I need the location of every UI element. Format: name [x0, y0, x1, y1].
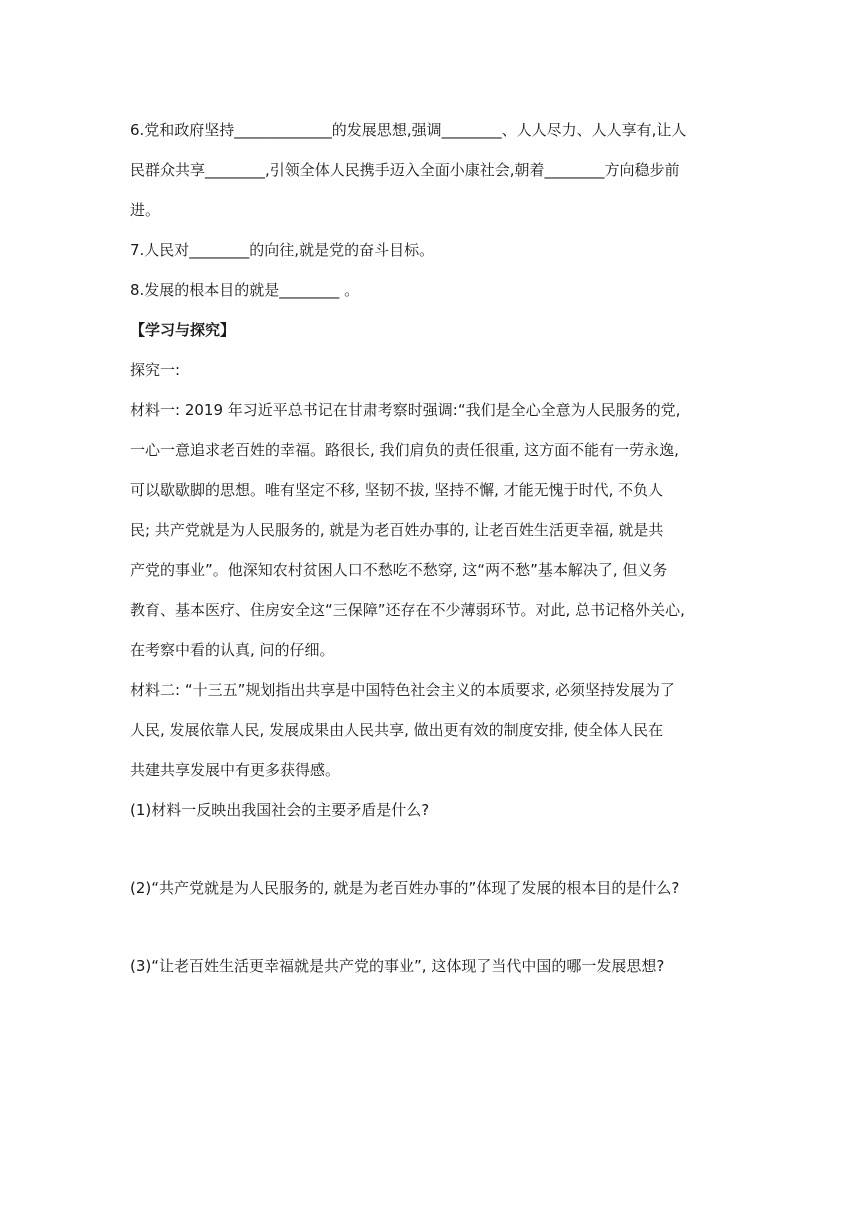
- text-line: 进。: [130, 201, 161, 219]
- question-2: (2)“共产党就是为人民服务的, 就是为老百姓办事的”体现了发展的根本目的是什么?: [130, 879, 680, 897]
- document-page: [130, 110, 732, 986]
- fill-blank-question-6: [130, 110, 732, 230]
- text-line: 民群众共享________,引领全体人民携手迈入全面小康社会,朝着________方向稳步前: [130, 161, 680, 179]
- fill-blank-question-7: [130, 230, 732, 270]
- material-two: [130, 670, 732, 790]
- text-line: 6.党和政府坚持_____________的发展思想,强调________、人人尽力、人人享有,让人: [130, 121, 687, 139]
- answer-space: [130, 830, 732, 868]
- text-line: 在考察中看的认真, 问的仔细。: [130, 641, 335, 659]
- text-line: 民; 共产党就是为人民服务的, 就是为老百姓办事的, 让老百姓生活更幸福, 就是共: [130, 521, 664, 539]
- text-line: 8.发展的根本目的就是________ 。: [130, 281, 360, 299]
- text-line: 产党的事业”。他深知农村贫困人口不愁吃不愁穿, 这“两不愁”基本解决了, 但义务: [130, 561, 668, 579]
- section-heading: 【学习与探究】: [130, 321, 236, 339]
- text-line: 人民, 发展依靠人民, 发展成果由人民共享, 做出更有效的制度安排, 使全体人民在: [130, 721, 664, 739]
- text-line: 教育、基本医疗、住房安全这“三保障”还存在不少薄弱环节。对此, 总书记格外关心,: [130, 601, 685, 619]
- text-line: 7.人民对________的向往,就是党的奋斗目标。: [130, 241, 435, 259]
- text-line: 共建共享发展中有更多获得感。: [130, 761, 341, 779]
- question-1: (1)材料一反映出我国社会的主要矛盾是什么?: [130, 801, 430, 819]
- text-line: 材料二: “十三五”规划指出共享是中国特色社会主义的本质要求, 必须坚持发展为了: [130, 681, 675, 699]
- text-line: 一心一意追求老百姓的幸福。路很长, 我们肩负的责任很重, 这方面不能有一劳永逸,: [130, 441, 679, 459]
- text-line: 可以歇歇脚的思想。唯有坚定不移, 坚韧不拔, 坚持不懈, 才能无愧于时代, 不负人: [130, 481, 664, 499]
- fill-blank-question-8: [130, 270, 732, 310]
- text-line: 材料一: 2019 年习近平总书记在甘肃考察时强调:“我们是全心全意为人民服务的党,: [130, 401, 681, 419]
- material-one: [130, 390, 732, 670]
- inquiry-label: 探究一:: [130, 361, 181, 379]
- question-3: (3)“让老百姓生活更幸福就是共产党的事业”, 这体现了当代中国的哪一发展思想?: [130, 957, 665, 975]
- answer-space: [130, 908, 732, 946]
